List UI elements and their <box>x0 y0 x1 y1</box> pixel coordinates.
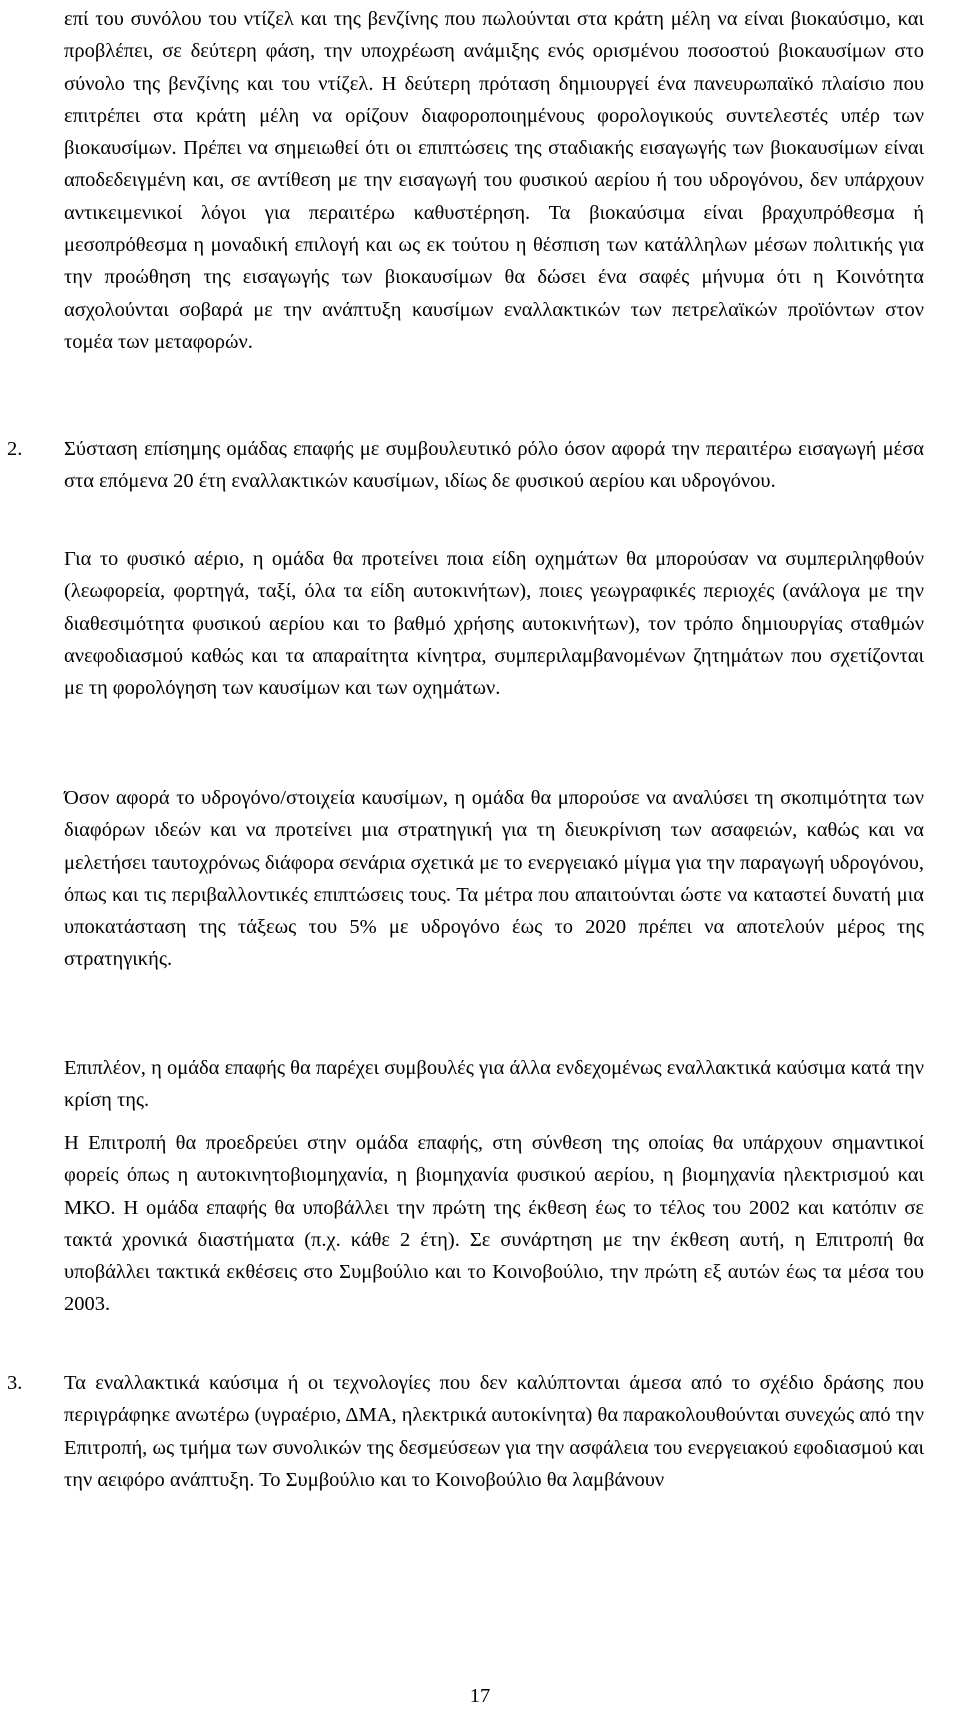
paragraph-biofuels: επί του συνόλου του ντίζελ και της βενζίνης που πωλούνται στα κράτη μέλη να είναι βιοκαύσιμο, και προβλέπει, σε δεύτερη φάση, την υποχρέωση ανάμιξης ενός ορισμένου ποσοστού βιοκαυσίμων στο σύνολο της βενζίνης και του ντίζελ. Η δεύτερη πρόταση δημιουργεί ένα πανευρωπαϊκό πλαίσιο που επιτρέπει στα κράτη μέλη να ορίζουν διαφοροποιημένους φορολογικούς συντελεστές υπέρ των βιοκαυσίμων. Πρέπει να σημειωθεί ότι οι επιπτώσεις της σταδιακής εισαγωγής των βιοκαυσίμων είναι αποδεδειγμένη και, σε αντίθεση με την εισαγωγή του φυσικού αερίου ή του υδρογόνου, δεν υπάρχουν αντικειμενικοί λόγοι για περαιτέρω καθυστέρηση. Τα βιοκαύσιμα είναι βραχυπρόθεσμα ή μεσοπρόθεσμα η μοναδική επιλογή και ως εκ τούτου η θέσπιση των κατάλληλων μέσων πολιτικής για την προώθηση της εισαγωγής των βιοκαυσίμων θα δώσει ένα σαφές μήνυμα ότι η Κοινότητα ασχολούνται σοβαρά με την ανάπτυξη καυσίμων εναλλακτικών των πετρελαϊκών προϊόντων στον τομέα των μεταφορών. <box>64 8 924 353</box>
list-item-3 <box>7 1367 924 1496</box>
list-item-text: Σύσταση επίσημης ομάδας επαφής με συμβουλευτικό ρόλο όσον αφορά την περαιτέρω εισαγωγή μέσα στα επόμενα 20 έτη εναλλακτικών καυσίμων, ιδίως δε φυσικού αερίου και υδρογόνου. <box>64 438 924 493</box>
list-item-text: Τα εναλλακτικά καύσιμα ή οι τεχνολογίες που δεν καλύπτονται άμεσα από το σχέδιο δράσης που περιγράφηκε ανωτέρω (υγραέριο, ΔΜΑ, ηλεκτρικά αυτοκίνητα) θα παρακολουθούνται συνεχώς από την Επιτροπή, ως τμήμα των συνολικών της δεσμεύσεων για την ασφάλεια του ενεργειακού εφοδιασμού και την αειφόρο ανάπτυξη. Το Συμβούλιο και το Κοινοβούλιο θα λαμβάνουν <box>64 1372 924 1491</box>
paragraph-commission: Η Επιτροπή θα προεδρεύει στην ομάδα επαφής, στη σύνθεση της οποίας θα υπάρχουν σημαντικοί φορείς όπως η αυτοκινητοβιομηχανία, η βιομηχανία φυσικού αερίου, η βιομηχανία ηλεκτρισμού και ΜΚΟ. Η ομάδα επαφής θα υποβάλλει την πρώτη της έκθεση έως το τέλος του 2002 και κατόπιν σε τακτά χρονικά διαστήματα (π.χ. κάθε 2 έτη). Σε συνάρτηση με την έκθεση αυτή, η Επιτροπή θα υποβάλλει τακτικά εκθέσεις στο Συμβούλιο και το Κοινοβούλιο, την πρώτη εξ αυτών έως τα μέσα του 2003. <box>64 1132 924 1316</box>
list-item-2 <box>7 433 924 498</box>
paragraph-other-fuels: Επιπλέον, η ομάδα επαφής θα παρέχει συμβουλές για άλλα ενδεχομένως εναλλακτικά καύσιμα κατά την κρίση της. <box>64 1057 924 1112</box>
list-number: 2. <box>7 438 23 460</box>
paragraph-hydrogen: Όσον αφορά το υδρογόνο/στοιχεία καυσίμων, η ομάδα θα μπορούσε να αναλύσει τη σκοπιμότητα των διαφόρων ιδεών και να προτείνει μια στρατηγική για τη διευκρίνιση των ασαφειών, καθώς και να μελετήσει ταυτοχρόνως διάφορα σενάρια σχετικά με το ενεργειακό μίγμα για την παραγωγή υδρογόνου, όπως και τις περιβαλλοντικές επιπτώσεις τους. Τα μέτρα που απαιτούνται ώστε να καταστεί δυνατή μια υποκατάσταση της τάξεως του 5% με υδρογόνο έως το 2020 πρέπει να αποτελούν μέρος της στρατηγικής. <box>64 787 924 971</box>
list-number: 3. <box>7 1372 23 1394</box>
paragraph-natural-gas: Για το φυσικό αέριο, η ομάδα θα προτείνει ποια είδη οχημάτων θα μπορούσαν να συμπεριληφθούν (λεωφορεία, φορτηγά, ταξί, όλα τα είδη αυτοκινήτων), ποιες γεωγραφικές περιοχές (ανάλογα με την διαθεσιμότητα φυσικού αερίου και το βαθμό χρήσης αυτοκινήτων), τον τρόπο δημιουργίας σταθμών ανεφοδιασμού καθώς και τα απαραίτητα κίνητρα, συμπεριλαμβανομένων ζητημάτων που σχετίζονται με τη φορολόγηση των καυσίμων και των οχημάτων. <box>64 548 924 700</box>
page-number: 17 <box>469 1685 491 1707</box>
